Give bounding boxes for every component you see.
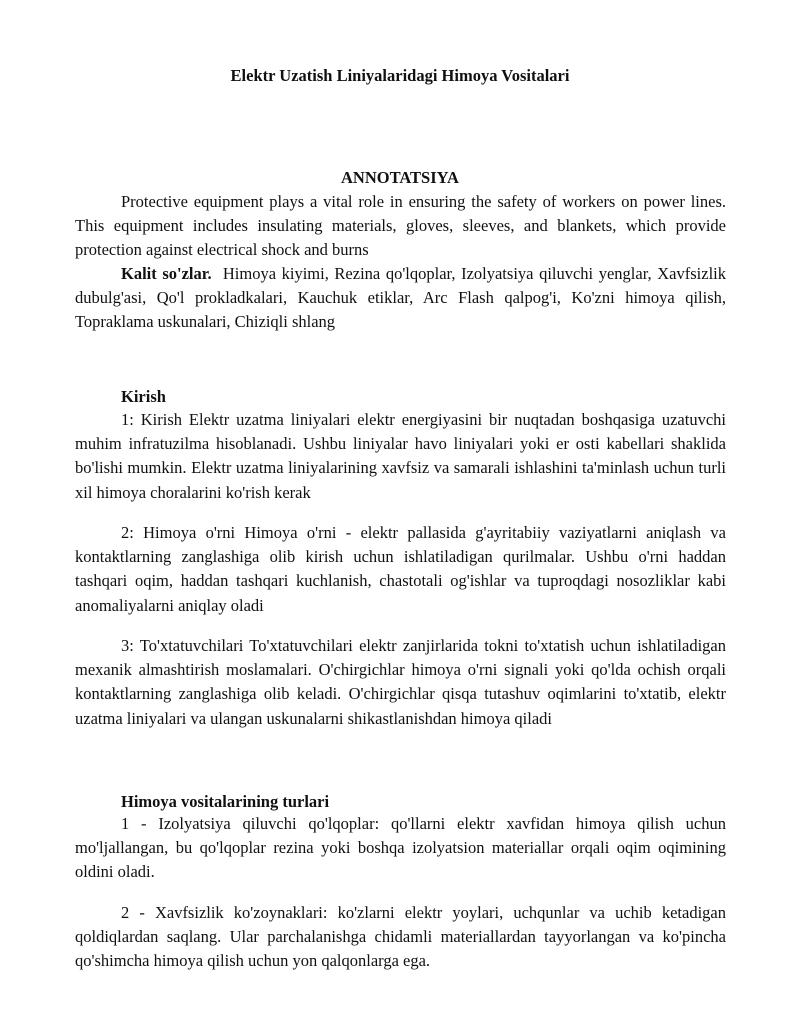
intro-paragraph-2: 2: Himoya o'rni Himoya o'rni - elektr pallasida g'ayritabiiy vaziyatlarni aniqlash va kontaktlarning zanglashiga olib kirish uchun ishlatiladigan qurilmalar. Ushbu o'rni haddan tashqari oqim, haddan tashqari kuchlanish, chastotali og'ishlar va tuproqdagi nosozliklar kabi anomaliyalarni aniqlay oladi [75,523,726,615]
document-title: Elektr Uzatish Liniyalaridagi Himoya Vositalari [230,66,570,85]
intro-heading: Kirish [121,387,166,406]
types-heading: Himoya vositalarining turlari [121,792,330,811]
annotation-heading: ANNOTATSIYA [341,168,459,187]
intro-paragraph-1: 1: Kirish Elektr uzatma liniyalari elektr energiyasini bir nuqtadan boshqasiga uzatuvchi muhim infratuzilma hisoblanadi. Ushbu liniyalar havo liniyalari yoki er osti kabellari shaklida bo'lishi mumkin. Elektr uzatma liniyalarining xavfsiz va samarali ishlashini ta'minlash uchun turli xil himoya choralarini ko'rish kerak [75,410,726,502]
keywords-paragraph [75,262,726,335]
intro-paragraph-3: 3: To'xtatuvchilari To'xtatuvchilari elektr zanjirlarida tokni to'xtatish uchun ishlatiladigan mexanik almashtirish moslamalari. O'chirgichlar himoya o'rni signali yoki qo'lda ochish orqali kontaktlarning zanglashiga olib keladi. O'chirgichlar qisqa tutashuv oqimlarini to'xtatib, elektr uzatma liniyalari va ulangan uskunalarni shikastlanishdan himoya qiladi [75,636,726,728]
keywords-text: Himoya kiyimi, Rezina qo'lqoplar, Izolyatsiya qiluvchi yenglar, Xavfsizlik dubulg'asi, Qo'l prokladkalari, Kauchuk etiklar, Arc Flash qalpog'i, Ko'zni himoya qilish, Topraklama uskunalari, Chiziqli shlang [75,264,726,332]
annotation-paragraph: Protective equipment plays a vital role in ensuring the safety of workers on power lines. This equipment includes insulating materials, gloves, sleeves, and blankets, which provide protection against electrical shock and burns [75,192,726,260]
types-paragraph-1: 1 - Izolyatsiya qiluvchi qo'lqoplar: qo'llarni elektr xavfidan himoya qilish uchun mo'ljallangan, bu qo'lqoplar rezina yoki boshqa izolyatsion materiallar orqali oqim oqimining oldini oladi. [75,814,726,882]
types-paragraph-2: 2 - Xavfsizlik ko'zoynaklari: ko'zlarni elektr yoylari, uchqunlar va uchib ketadigan qoldiqlardan saqlang. Ular parchalanishga chidamli materiallardan tayyorlangan va ko'pincha qo'shimcha himoya qilish uchun yon qalqonlarga ega. [75,903,726,971]
keywords-label: Kalit so'zlar. [121,264,212,283]
